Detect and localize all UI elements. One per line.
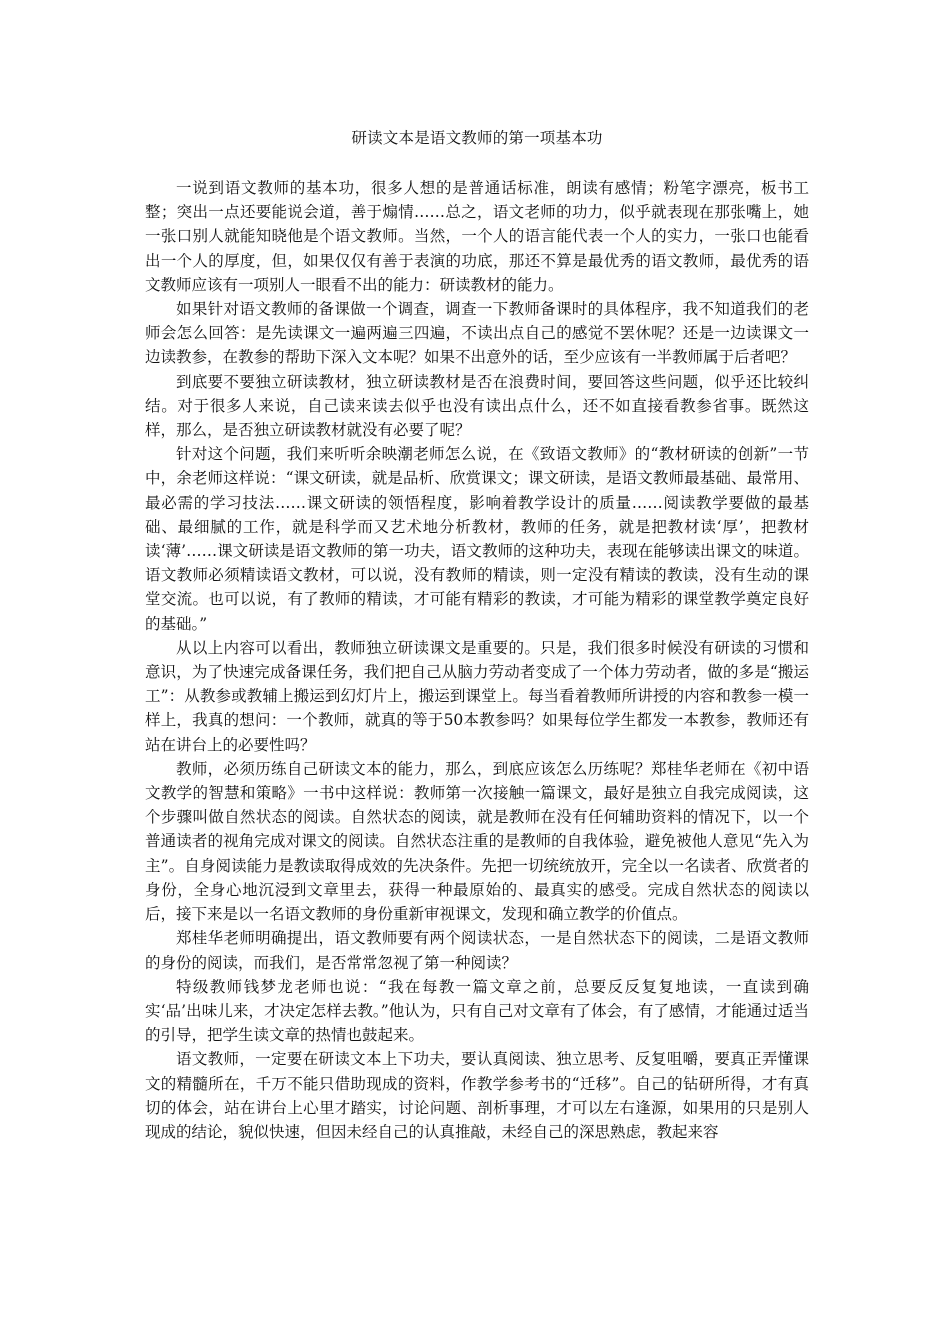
paragraph-1: 一说到语文教师的基本功，很多人想的是普通话标准，朗读有感情；粉笔字漂亮，板书工整；突出一点还要能说会道，善于煽情……总之，语文老师的功力，似乎就表现在那张嘴上，她一张口别人就能知晓他是个语文教师。当然，一个人的语言能代表一个人的实力，一张口也能看出一个人的厚度，但，如果仅仅有善于表演的功底，那还不算是最优秀的语文教师，最优秀的语文教师应该有一项别人一眼看不出的能力：研读教材的能力。	[145, 179, 809, 294]
paragraph-3: 到底要不要独立研读教材，独立研读教材是否在浪费时间，要回答这些问题，似乎还比较纠结。对于很多人来说，自己读来读去似乎也没有读出点什么，还不如直接看教参省事。既然这样，那么，是否独立研读教材就没有必要了呢？	[145, 372, 809, 440]
paragraph-4: 针对这个问题，我们来听听余映潮老师怎么说，在《致语文教师》的“教材研读的创新”一节中，余老师这样说：“课文研读，就是品析、欣赏课文；课文研读，是语文教师最基础、最常用、最必需的学习技法……课文研读的领悟程度，影响着教学设计的质量……阅读教学要做的最基础、最细腻的工作，就是科学而又艺术地分析教材，教师的任务，就是把教材读‘厚’，把教材读‘薄’……课文研读是语文教师的第一功夫，语文教师的这种功夫，表现在能够读出课文的味道。语文教师必须精读语文教材，可以说，没有教师的精读，则一定没有精读的教读，没有生动的课堂交流。也可以说，有了教师的精读，才可能有精彩的教读，才可能为精彩的课堂教学奠定良好的基础。”	[145, 445, 809, 633]
paragraph-5: 从以上内容可以看出，教师独立研读课文是重要的。只是，我们很多时候没有研读的习惯和意识，为了快速完成备课任务，我们把自己从脑力劳动者变成了一个体力劳动者，做的多是“搬运工”：从教参或教辅上搬运到幻灯片上，搬运到课堂上。每当看着教师所讲授的内容和教参一模一样上，我真的想问：一个教师，就真的等于50本教参吗？如果每位学生都发一本教参，教师还有站在讲台上的必要性吗？	[145, 638, 809, 754]
document-body	[145, 176, 809, 1144]
paragraph-8: 特级教师钱梦龙老师也说：“我在每教一篇文章之前，总要反反复复地读，一直读到确实‘品’出味儿来，才决定怎样去教。”他认为，只有自己对文章有了体会，有了感情，才能通过适当的引导，把学生读文章的热情也鼓起来。	[145, 977, 809, 1045]
paragraph-2: 如果针对语文教师的备课做一个调查，调查一下教师备课时的具体程序，我不知道我们的老师会怎么回答：是先读课文一遍两遍三四遍，不读出点自己的感觉不罢休呢？还是一边读课文一边读教参，在教参的帮助下深入文本呢？如果不出意外的话，至少应该有一半教师属于后者吧？	[145, 300, 809, 367]
document-title: 研读文本是语文教师的第一项基本功	[351, 129, 603, 147]
paragraph-9: 语文教师，一定要在研读文本上下功夫，要认真阅读、独立思考、反复咀嚼，要真正弄懂课文的精髓所在，千万不能只借助现成的资料，作教学参考书的“迁移”。自己的钻研所得，才有真切的体会，站在讲台上心里才踏实，讨论问题、剖析事理，才可以左右逢源，如果用的只是别人现成的结论，貌似快速，但因未经自己的认真推敲，未经自己的深思熟虑，教起来容	[145, 1050, 809, 1141]
paragraph-6: 教师，必须历练自己研读文本的能力，那么，到底应该怎么历练呢？郑桂华老师在《初中语文教学的智慧和策略》一书中这样说：教师第一次接触一篇课文，最好是独立自我完成阅读，这个步骤叫做自然状态的阅读。自然状态的阅读，就是教师在没有任何辅助资料的情况下，以一个普通读者的视角完成对课文的阅读。自然状态注重的是教师的自我体验，避免被他人意见“先入为主”。自身阅读能力是教读取得成效的先决条件。先把一切统统放开，完全以一名读者、欣赏者的身份，全身心地沉浸到文章里去，获得一种最原始的、最真实的感受。完成自然状态的阅读以后，接下来是以一名语文教师的身份重新审视课文，发现和确立教学的价值点。	[145, 759, 809, 924]
document-page	[145, 0, 809, 1144]
paragraph-7: 郑桂华老师明确提出，语文教师要有两个阅读状态，一是自然状态下的阅读，二是语文教师的身份的阅读，而我们，是否常常忽视了第一种阅读？	[145, 929, 809, 972]
